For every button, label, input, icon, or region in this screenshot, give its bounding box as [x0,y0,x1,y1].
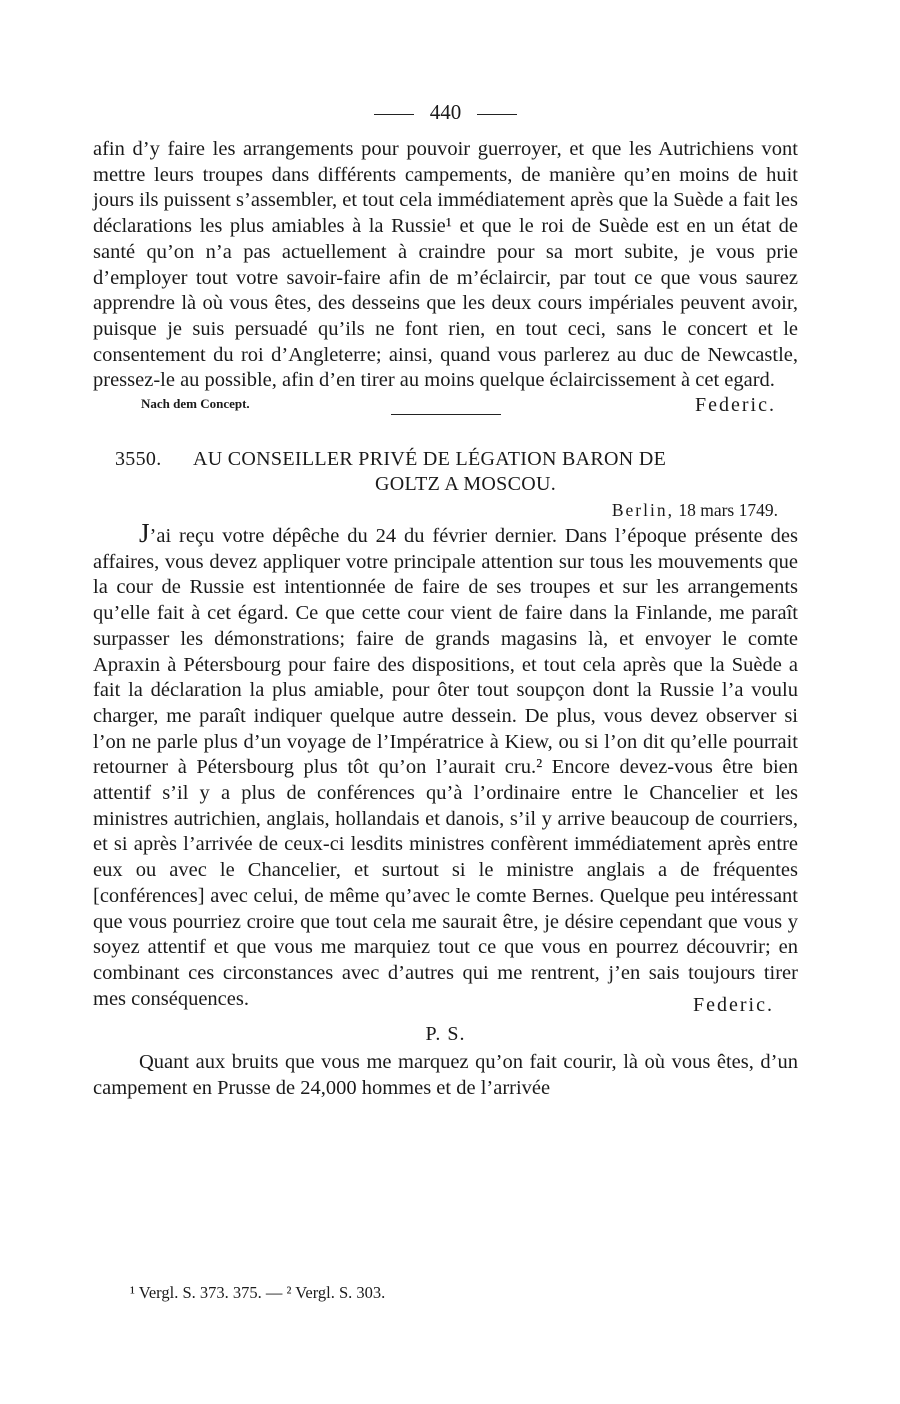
letter-number: 3550. [115,448,162,471]
page-number: 440 [429,100,462,124]
dash-right [477,114,517,115]
date-place: Berlin, [611,500,674,521]
closing-row [93,394,798,430]
page-number-row [93,100,798,125]
signature: Federic. [695,394,776,417]
dash-left [374,114,414,115]
letter-body [93,518,798,1012]
dateline [93,500,778,521]
first-letter: J [139,518,150,549]
letter-body-text: ’ai reçu votre dépêche du 24 du février dernier. Dans l’époque présente des affaires, vous devez appliquer votre principale attention sur tous les mouvements que la cour de Russie est intentionnée de faire de ses troupes et sur les arrangements qu’elle fait à cet égard. Ce que cette cour vient de faire dans la Finlande, me paraît surpasser les démonstrations; faire de grands magasins là, et envoyer le comte Apraxin à Pétersbourg pour faire des dispositions, et tout cela après que la Suède a fait la déclaration la plus amiable, pour ôter tout soupçon dont la Russie l’a voulu charger, me paraît indiquer quelque autre dessein. De plus, vous devez observer si l’on ne parle plus d’un voyage de l’Impératrice à Kiew, ou si l’on dit qu’elle pourrait retourner à Pétersbourg plus tôt qu’on l’aurait cru.² Encore devez-vous être bien attentif s’il y a plus de conférences qu’à l’ordinaire entre le Chancelier et les ministres autrichien, anglais, hollandais et danois, s’il y arrive beaucoup de courriers, et si après l’arrivée de ceux-ci lesdits ministres confèrent immédiatement après entre eux ou avec le Chancelier, et surtout si le ministre anglais a de fréquentes [conférences] avec celui, de même qu’avec le comte Bernes. Quelque peu intéressant que vous pourriez croire que tout cela me saurait être, je désire cependant que vous y soyez attentif et que vous me marquiez tout ce que vous en pourrez découvrir; en combinant ces circonstances avec d’autres qui me rentrent, j’en sais toujours tirer mes conséquences. [93,525,798,1010]
heading-line-2: GOLTZ A MOSCOU. [374,473,556,496]
separator-rule [391,414,501,415]
source-note: Nach dem Concept. [141,396,250,412]
letter-heading [93,448,798,496]
signature-2: Federic. [693,994,774,1017]
date-value: 18 mars 1749. [678,500,778,521]
heading-line-1: AU CONSEILLER PRIVÉ DE LÉGATION BARON DE [193,448,667,471]
page-content [93,100,798,1102]
postscript-label: P. S. [425,1023,466,1046]
letter-continuation: afin d’y faire les arrangements pour pouvoir guerroyer, et que les Autrichiens vont mettre leurs troupes dans différents campements, de manière qu’en moins de huit jours ils puissent s’assembler, et tout cela immédiatement après que la Suède a fait les déclarations les plus amiables à la Russie¹ et que le roi de Suède est en un état de santé qu’on n’a pas actuellement à craindre pour sa mort subite, je vous prie d’employer tout votre savoir-faire afin de m’éclaircir, par tout ce que vous saurez apprendre là où vous êtes, des desseins que les deux cours impériales peuvent avoir, puisque je suis persuadé qu’ils ne font rien, en tout ceci, sans le concert et le consentement du roi d’Angleterre; ainsi, quand vous parlerez au duc de Newcastle, pressez-le au possible, afin d’en tirer au moins quelque éclaircissement à cet egard. [93,138,798,392]
postscript-text: Quant aux bruits que vous me marquez qu’on fait courir, là où vous êtes, d’un campement en Prusse de 24,000 hommes et de l’arrivée [93,1051,798,1100]
footnotes: ¹ Vergl. S. 373. 375. — ² Vergl. S. 303. [130,1283,386,1302]
